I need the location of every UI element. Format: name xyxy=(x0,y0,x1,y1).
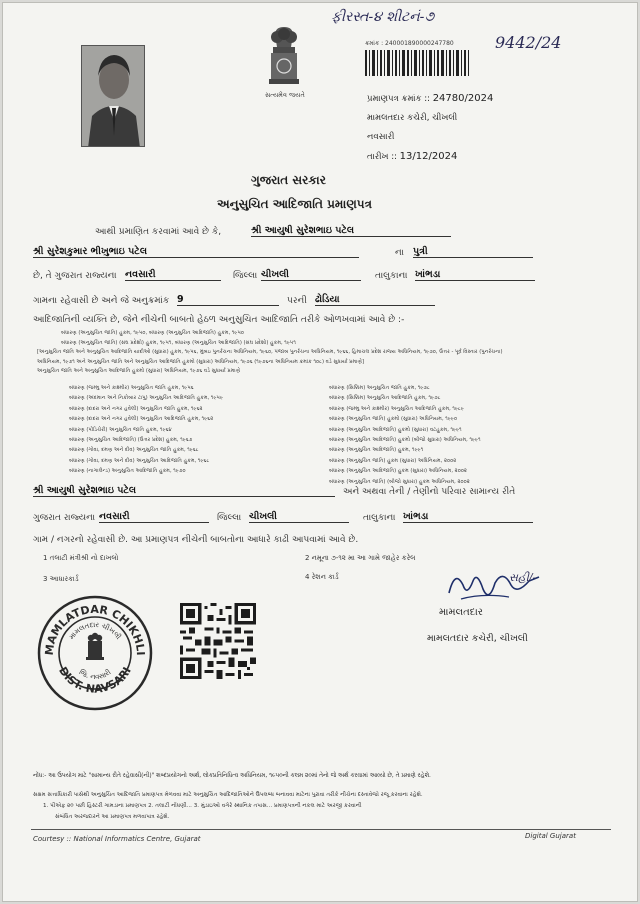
svg-text:જિ. નવસારી xyxy=(78,667,113,681)
order-item: બંધારણ (અનુસુચિત આદિજાતિ) હુકમ (સુધારા) અધિનિયમ, ૨૦૦૨ xyxy=(329,468,467,475)
certify-label: આથી પ્રમાણિત કરવામાં આવે છે કે, xyxy=(95,227,222,237)
signatory-title: મામલતદાર xyxy=(439,607,483,618)
signatory-office: મામલતદાર કચેરી, ચીખલી xyxy=(427,633,528,644)
top-handwritten-annotation: ફીરસ્ત-૪ શીટનં-૭ xyxy=(331,9,435,25)
orders-left-list xyxy=(69,383,309,477)
note-2: સક્ષમ સત્તાધિકારી પાસેથી અનુસુચિત આદિજાતિ પ્રમાણપત્ર મેળવવા માટે અનુસુચિત આદિજાતિઓને ઉપલબ્ધ બનાવવા માટેના પુરાવા તરીકે નીચેના દસ્તાવેજો રજૂ કરવાના રહેશે. xyxy=(33,792,423,798)
footer-courtesy: Courtesy :: National Informatics Centre, Gujarat xyxy=(33,835,201,843)
village-label: ગામના રહેવાસી છે અને જે અનુક્રમાંક xyxy=(33,296,170,306)
orders-line: બંધારણ (અનુસુચિત જાતિ) હુકમ, ૧૯૫૦, બંધારણ (અનુસુચિત આદિજાતિ) હુકમ, ૧૯૫૦ xyxy=(61,330,245,336)
order-item: બંધારણ (અનુસુચિત આદિજાતિ) હુકમો (બીજો સુધારા) અધિનિયમ, ૧૯૯૧ xyxy=(329,437,481,444)
serial-number: 9 xyxy=(177,294,279,306)
certificate-sheet xyxy=(2,2,638,902)
orders-line: [અનુસુચિત જાતિ અને અનુસુચિત આદિજાતિ યાદીઓ (સુધારા) હુકમ, ૧૯૫૬, મુંબઇ પુનર્રચના અધિનિયમ, ૧૯૬૦, પંજાબ પુનર્રચના અધિનિયમ, ૧૯૬૬, હિમાચલ પ્રદેશ રાજ્ય અધિનિયમ, ૧૯૭૦, ઉત્તર - પૂર્વ વિસ્તાર (પુનર્રચના) xyxy=(37,349,503,355)
state-emblem xyxy=(261,25,307,97)
district-label: જિલ્લા xyxy=(233,271,258,281)
certificate-number-row xyxy=(367,93,493,104)
order-item: બંધારણ (ગોવા, દમણ અને દીવ) અનુસુચિત આદિજાતિ હુકમ, ૧૯૬૮ xyxy=(69,457,210,464)
order-item: બંધારણ (જમ્મુ અને કાશ્મીર) અનુસુચિત જાતિ હુકમ, ૧૯૫૬ xyxy=(69,385,194,391)
issue-date-row xyxy=(367,151,457,162)
barcode-caption: ક્રમાંક : 240001890000247780 xyxy=(365,40,454,47)
village-2: ખાંભડા xyxy=(403,511,533,523)
state-label: છે, તે ગુજરાત રાજ્યના xyxy=(33,271,117,281)
issue-date: 13/12/2024 xyxy=(399,151,458,162)
father-name: શ્રી સુરેશકુમાર ભીખુભાઇ પટેલ xyxy=(33,246,359,258)
order-item: બંધારણ (સિક્કિમ) અનુસુચિત આદિજાતિ હુકમ, ૧૯૭૮ xyxy=(329,395,441,402)
footer-digital-gujarat: Digital Gujarat xyxy=(525,832,576,840)
order-item: બંધારણ (અનુસુચિત જાતિ) હુકમો (સુધારા) અધિનિયમ, ૧૯૯૦ xyxy=(329,416,458,423)
taluka: ચીખલી xyxy=(261,269,361,281)
resident-line: ગામ / નગરનો રહેવાસી છે. આ પ્રમાણપત્ર નીચેની બાબતોના આધારે કાઢી આપવામાં આવે છે. xyxy=(33,535,359,545)
corner-handwritten-number: 9442/24 xyxy=(495,33,562,52)
orders-line: અનુસુચિત જાતિ અને અનુસુચિત આદિજાતિ હુકમો (સુધારા) અધિનિયમ, ૧૯૭૬ વડે સુધાર્યા પ્રમાણે xyxy=(37,368,241,374)
holder-photo xyxy=(81,45,145,147)
order-item: બંધારણ (અનુસુચિત જાતિ) (બીજો સુધારા) હુકમ અધિનિયમ, ૨૦૦૨ xyxy=(329,478,470,485)
family-label: અને અથવા તેની / તેણીનો પરિવાર સામાન્ય રીતે xyxy=(343,487,516,497)
seal-inner-top-text: મામલતદાર ચીખલી xyxy=(67,620,123,641)
holder-name-repeat: શ્રી આયુષી સુરેશભાઇ પટેલ xyxy=(33,485,335,497)
emblem-motto: સત્યમેવ જયતે xyxy=(265,91,305,99)
note-3: 1. પીએફ ૨૦ પછી હિસ્ટરી ગામડાના પ્રમાણપત્ર 2. તલાટી નોંધણી... 3. મુંડાઇઓ વગેરે સ્થાનિક તપાસ... પ્રમાણપત્રની નકલ માટે અરજી કરવાની xyxy=(43,803,362,809)
order-item: બંધારણ (અનુસુચિત આદિજાતિ) હુકમો (સુધારા) વટહુકમ, ૧૯૯૧ xyxy=(329,426,462,433)
order-item: બંધારણ (જમ્મુ અને કાશ્મીર) અનુસુચિત આદિજાતિ હુકમ, ૧૯૮૯ xyxy=(329,405,464,412)
seal-emblem-icon xyxy=(86,633,104,660)
signature-text: સહી/- xyxy=(509,571,537,584)
state-label-2: ગુજરાત રાજ્યના xyxy=(33,513,96,523)
tribe: ઢોડિયા xyxy=(315,294,435,306)
basis-item-4: 4 રેશન કાર્ડ xyxy=(305,573,339,581)
holder-name: શ્રી આયુષી સુરેશભાઇ પટેલ xyxy=(251,225,451,237)
seal-outer-top-text: MAMLATDAR CHIKHLI xyxy=(42,602,148,656)
orders-line: અધિનિયમ, ૧૯૭૧ અને અનુસુચિત જાતિ અને અનુસુચિત આદિજાતિ હુકમો (સુધારા) અધિનિયમ, ૧૯૭૬ (૧૯૭૬ના અધિનિયમ ક્રમાંક ૧૦૮) વડે સુધાર્યા પ્રમાણે] xyxy=(37,358,364,365)
note-4: સંબંધિત અરજદારને આ પ્રમાણપત્ર મળવાપાત્ર રહેશે. xyxy=(55,814,170,820)
qr-code xyxy=(180,603,256,679)
order-item: બંધારણ (દાદરા અને નગર હવેલી) અનુસુચિત જાતિ હુકમ, ૧૯૬૨ xyxy=(69,405,203,412)
tribe-label: પરની xyxy=(287,296,307,306)
issuing-place: નવસારી xyxy=(367,132,395,142)
seal-outer-bottom-text: DIST. NAVSARI xyxy=(56,664,134,696)
seal-inner-bottom-text: જિ. નવસારી xyxy=(77,668,113,682)
government-title: ગુજરાત સરકાર xyxy=(251,173,326,187)
barcode xyxy=(365,50,469,76)
taluka-label: તાલુકાના xyxy=(375,271,408,281)
order-item: બંધારણ (અનુસુચિત આદિજાતિ) હુકમ, ૧૯૯૧ xyxy=(329,447,424,454)
note-1: નોંધ:- આ ઉપયોગ માટે "સામાન્ય રીતે રહેવાસી(ની)" શબ્દપ્રયોગનો અર્થ, લોકપ્રતિનિધિત્વ અધિનિયમ, ૧૯૫૦ની કલમ ૨૦માં તેનો જે અર્થ કરવામાં આવ્યો છે, તે પ્રમાણે રહેશે. xyxy=(33,773,431,779)
issue-date-label: તારીખ :: xyxy=(367,152,397,162)
footer-divider xyxy=(31,829,611,830)
orders-right-list xyxy=(329,383,579,487)
taluka-2: ચીખલી xyxy=(249,511,349,523)
district-2: નવસારી xyxy=(99,511,209,523)
order-item: બંધારણ (ગોવા, દમણ અને દીવ) અનુસુચિત જાતિ હુકમ, ૧૯૬૮ xyxy=(69,447,199,454)
order-item: બંધારણ (પોંડિચેરી) અનુસુચિત જાતિ હુકમ, ૧૯૬૪ xyxy=(69,426,172,433)
basis-item-2: 2 નમૂના ૭-૧૨ મા આ ગામે જાહેર કરેલ xyxy=(305,554,416,562)
district: નવસારી xyxy=(125,269,221,281)
relation-label: ના xyxy=(395,248,404,258)
district-label-2: જિલ્લા xyxy=(217,513,242,523)
certificate-number: 24780/2024 xyxy=(432,93,494,104)
order-item: બંધારણ (સિક્કિમ) અનુસુચિત જાતિ હુકમ, ૧૯૭૮ xyxy=(329,385,430,391)
basis-item-1: 1 તલાટી મંત્રીશ્રી નો દાખલો xyxy=(43,554,119,562)
order-item: બંધારણ (અનુસુચિત આદિજાતિ) (ઉત્તર પ્રદેશ) હુકમ, ૧૯૬૭ xyxy=(69,437,193,444)
issuing-office: મામલતદાર કચેરી, ચીખલી xyxy=(367,113,458,123)
taluka-label-2: તાલુકાના xyxy=(363,513,396,523)
document-title: અનુસુચિત આદિજાતિ પ્રમાણપત્ર xyxy=(217,197,372,211)
orders-paragraph xyxy=(37,329,617,377)
order-item: બંધારણ (અનુસુચિત જાતિ) હુકમ (સુધારા) અધિનિયમ, ૨૦૦૨ xyxy=(329,457,457,464)
mamlatdar-seal xyxy=(35,593,155,713)
order-item: બંધારણ (દાદરા અને નગર હવેલી) અનુસુચિત આદિજાતિ હુકમ, ૧૯૬૨ xyxy=(69,416,214,423)
certificate-number-label: પ્રમાણપત્ર ક્રમાંક :: xyxy=(367,94,430,104)
village: ખાંભડા xyxy=(415,269,535,281)
relation: પુત્રી xyxy=(413,246,533,258)
orders-line: બંધારણ (અનુસુચિત જાતિ) (સંઘ પ્રદેશો) હુકમ, ૧૯૫૧, બંધારણ (અનુસુચિત આદિજાતિ) (સંઘ પ્રદેશો) હુકમ, ૧૯૫૧ xyxy=(61,339,296,346)
order-item: બંધારણ (નાગાલેન્ડ) અનુસુચિત આદિજાતિ હુકમ, ૧૯૭૦ xyxy=(69,468,186,475)
tribe-statement: આદિજાતિની વ્યક્તિ છે, જેને નીચેની બાબતો હેઠળ અનુસુચિત આદિજાતિ તરીકે ઓળખવામાં આવે છે :- xyxy=(33,315,405,325)
order-item: બંધારણ (અંદમાન અને નિકોબાર ટાપુ) અનુસુચિત આદિજાતિ હુકમ, ૧૯૫૯ xyxy=(69,395,224,402)
basis-item-3: 3 આધારકાર્ડ xyxy=(43,575,79,583)
